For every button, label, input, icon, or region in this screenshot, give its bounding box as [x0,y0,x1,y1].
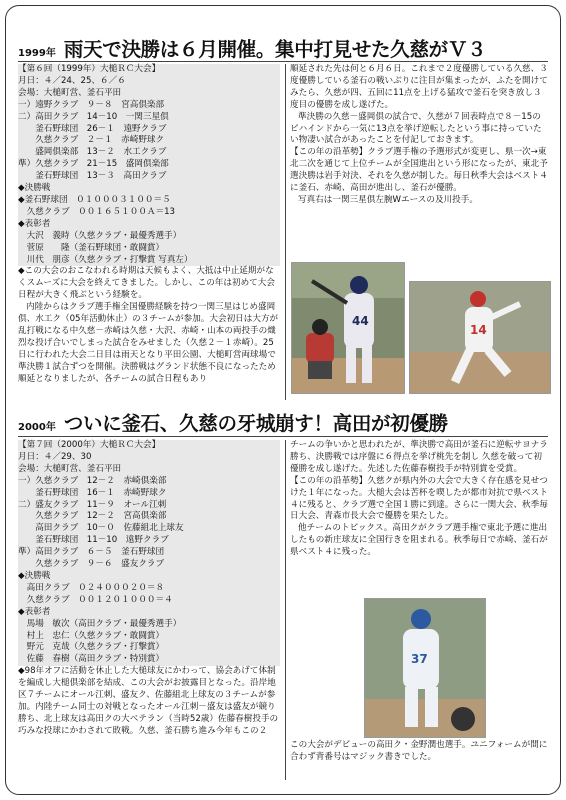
section2-column-divider [285,440,286,780]
section2-right-column [290,440,548,559]
section2-caption-block [290,740,548,764]
section2-body-paragraph: 【この年の沿革勢】久慈クが県内外の大会で大きく存在感を見せつけた１年になった。大槌大会は苦杯を喫したが都市対抗で県ベスト４に残ると、クラブ選で全国１勝に到達。さらに一関大会、秋季毎日大会、青森市長大会で優勝を果たした。 [290,475,548,522]
photo-pitcher [409,281,551,394]
section2-results-box [18,440,280,666]
result-line: 菅原 隆（釜石野球団・敢闘賞） [18,242,165,253]
result-line: 準）久慈クラブ 21－15 盛岡倶楽部 [18,159,169,170]
section1-photo-note: 写真右は一関三星倶左腕Wエースの及川投手。 [298,194,478,205]
result-line: 釜石野球団 16－１ 赤崎野球ク [18,487,167,498]
result-line: 馬場 敏次（高田クラブ・最優秀選手） [18,618,182,629]
result-line: 久慈クラブ ９－６ 盛友クラブ [18,559,165,570]
result-line: 野元 克哉（久慈クラブ・打撃賞） [18,642,165,653]
result-line: ◆釜石野球団 ０１０００３１００＝５ [18,194,171,205]
section2-body-paragraph: ◆98年オフに活動を休止した大槌球友にかわって、協会あげて体制を編成し大槌倶楽部を結成、この大会がお披露目となった。沿岸地区７チームにオール江刺、盛友ク、佐藤組北上球友の３チームが参加。内陸チーム同士の対戦となったオール江刺－盛友は盛友が競り勝ち、北上球友は高田クの大ベテラン（当時52歳）佐藤春樹投手の巧みな投球にかわされて敗戦。久慈、釜石勝ち進み今年もこの２ [18,666,279,736]
result-line: 月日：４／24、25、６／６ [18,75,126,86]
section1-right-column [290,64,548,207]
section1-body-paragraph: ◆この大会のおこなわれる時期は天候もよく、大抵は中止延期がなくスムーズに大会を終えてきました。しかし、この年は初めて大会日程が大きく飛ぶという経験を。 [18,266,275,301]
result-line: 久慈クラブ ２－１ 赤崎野球ク [18,135,165,146]
jersey-number: 44 [352,314,369,328]
section1-body-paragraph: 順延された先は何と６月６日。これまで２度優勝している久慈、３度優勝している釜石の戦いぶりに注目が集まったが、ふたを開けてみたら、久慈が四、五回に11点を上げる猛攻で釜石を突き放し３度目の優勝を成し遂げた。 [290,64,548,110]
section1-results-box [18,64,280,266]
section1-header [18,34,548,62]
section1-body-paragraph: 【この年の沿革勢】クラブ選手権の予選形式が変更し、県一次→東北二次を通じて上位チームが全国進出という形になったが、東北予選決勝は岩手対決、それを久慈が制した。毎日秋季大会はベスト４に釜石、赤崎、高田が進出し、釜石が優勝。 [290,147,548,194]
result-line: 久慈クラブ 12－２ 宮高倶楽部 [18,511,167,522]
section1-headline: 雨天で決勝は６月開催。集中打見せた久慈がＶ３ [63,38,487,61]
section1-body-paragraph: 準決勝の久慈－盛岡倶の試合で、久慈が７回表時点で８－15のビハインドから一気に13点を挙げ逆転したという事に持っていたい物凄い試合があったことを付記しておきます。 [290,111,542,146]
result-line: 久慈クラブ ００１２０１０００＝４ [18,594,173,605]
result-line: 一）久慈クラブ 12－２ 赤崎倶楽部 [18,475,167,486]
section1-body-paragraph: 内陸からはクラブ選手権全国優勝経験を持つ一関三星はじめ盛岡倶、水工ク（05年活動休止）の３チームが参加。大会初日は大方が乱打戦になる中久慈－赤崎は久慈・大沢、赤崎・山本の両投手の熾烈な投げ合いでしまった試合をみせました（久慈２－１赤崎）。25日に行われた大会二日目は雨天となり平田公園、大槌町営両球場で準決勝１試合ずつを開催。決勝戦はグランド状態不良になったため順延となりましたが、各チームの試合日程もあり [18,302,279,384]
section1-column-divider [285,64,286,400]
section2-rule [18,436,548,437]
result-line: 釜石野球団 11－10 遠野クラブ [18,535,169,546]
section1-left-column [18,64,280,385]
section2-header [18,408,548,436]
result-line: 釜石野球団 26－１ 遠野クラブ [18,123,167,134]
result-line: 二）高田クラブ 14－10 一関三星倶 [18,111,169,122]
photo-takata-player [364,598,486,738]
photo-batter [291,262,405,394]
jersey-number: 14 [470,323,487,337]
jersey-number: 37 [411,652,428,666]
result-line: 村上 忠仁（久慈クラブ・敢闘賞） [18,630,165,641]
result-line: 二）盛友クラブ 11－９ オール江刺 [18,499,167,510]
result-line: ◆表彰者 [18,218,51,229]
section2-body-paragraph: 他チームのトピックス。高田クがクラブ選手権で東北予選に進出したもの新庄球友に全国行きを阻まれる。秋季毎日で赤崎、釜石が県ベスト４に残った。 [290,523,548,558]
section2-left-column [18,440,280,738]
section1-rule [18,61,548,62]
section2-headline: ついに釜石、久慈の牙城崩す！高田が初優勝 [63,412,448,435]
result-line: 釜石野球団 13－３ 高田クラブ [18,171,167,182]
result-line: 佐藤 春樹（高田クラブ・特別賞） [18,654,165,665]
section2-body-paragraph: チームの争いかと思われたが、準決勝で高田が釜石に逆転サヨナラ勝ち、決勝戦では序盤に６得点を挙げ桃先を制し 久慈を破って初優勝を成し遂げた。先述した佐藤春樹投手が特別賞を受賞。 [290,440,548,474]
result-line: 【第６回（1999年）大槌ＲＣ大会】 [18,64,161,74]
result-line: ◆表彰者 [18,606,51,617]
photo-caption: この大会がデビューの高田ク・金野潤也選手。ユニフォームが間に合わず背番号はマジック書きでした。 [290,740,548,762]
result-line: 会場：大槌町営、釜石平田 [18,463,122,474]
result-line: 準）高田クラブ ６－５ 釜石野球団 [18,547,165,558]
result-line: ◆決勝戦 [18,183,51,194]
result-line: 会場：大槌町営、釜石平田 [18,87,122,98]
result-line: 高田クラブ 10－０ 佐藤組北上球友 [18,523,184,534]
result-line: 高田クラブ ０２４０００２０＝８ [18,582,165,593]
result-line: 久慈クラブ ００１６５１００Ａ＝13 [18,206,176,217]
section1-year: 1999年 [18,48,56,59]
result-line: 大沢 義時（久慈クラブ・最優秀選手） [18,230,182,241]
result-line: 川代 朋彦（久慈クラブ・打撃賞 写真左） [18,254,193,265]
result-line: 一）遠野クラブ ９－８ 宮高倶楽部 [18,99,165,110]
result-line: 月日：４／29、30 [18,451,92,462]
result-line: ◆決勝戦 [18,570,51,581]
section2-year: 2000年 [18,422,56,433]
result-line: 【第７回（2000年）大槌ＲＣ大会】 [18,440,161,450]
result-line: 盛岡倶楽部 13－２ 水工クラブ [18,147,167,158]
